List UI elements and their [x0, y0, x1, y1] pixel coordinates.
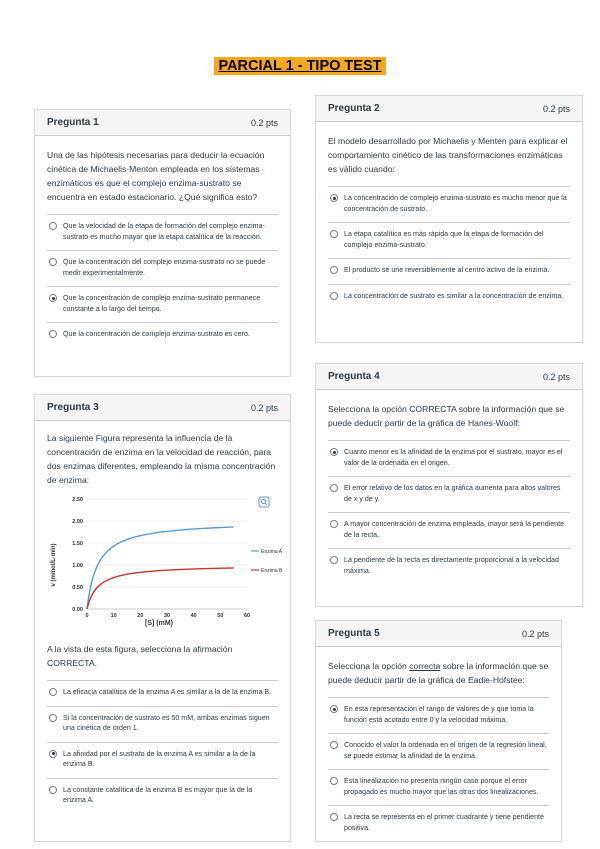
answer-option[interactable]: [328, 284, 570, 310]
answer-option[interactable]: [47, 322, 278, 348]
answer-option[interactable]: [328, 548, 570, 584]
y-tick-label: 1.50: [72, 541, 83, 547]
answer-text: Cuanto menor es la afinidad de la enzima por el sustrato, mayor es el valor de la ordenada en el origen.: [344, 448, 563, 467]
radio-button-selected[interactable]: [330, 705, 338, 713]
question-points: 0.2 pts: [542, 103, 570, 114]
radio-button[interactable]: [49, 330, 57, 338]
answer-text: Que la concentración de complejo enzima-sustrato es cero.: [63, 330, 250, 338]
x-axis-label: [S] (mM): [145, 620, 173, 627]
question-stem: La siguiente Figura representa la influencia de la concentración de enzima en la velocidad de reacción, para dos enzimas diferentes, empleando la misma concentración de enzima:: [47, 433, 276, 485]
answer-text: Esta linealización no presenta ningún caso porque el error propagado es mucho mayor que las otras dos linealizaciones.: [344, 777, 539, 796]
answer-text: Que la concentración de complejo enzima-sustrato permanece constante a lo largo del tiempo.: [63, 294, 261, 313]
question-header: [316, 96, 582, 122]
question-stem-2: A la vista de esta figura, selecciona la afirmación CORRECTA.: [47, 644, 233, 668]
x-tick-label: 10: [110, 613, 117, 619]
document-title: [0, 57, 600, 75]
answer-option[interactable]: [328, 512, 570, 548]
radio-button[interactable]: [49, 222, 57, 230]
x-tick-label: 50: [217, 613, 224, 619]
question-points: 0.2 pts: [250, 117, 278, 128]
enzyme-chart: [47, 491, 283, 634]
y-tick-label: 2.00: [72, 519, 83, 525]
radio-button[interactable]: [49, 688, 57, 696]
stem-emphasis: correcta: [409, 661, 441, 671]
question-stem: Selecciona la opción CORRECTA sobre la información que se puede deducir partir de la gráfica de Hanes-Woolf:: [328, 404, 565, 428]
question-header: [316, 364, 582, 390]
x-tick-label: 20: [137, 613, 144, 619]
radio-button[interactable]: [330, 230, 338, 238]
document-title-text: PARCIAL 1 - TIPO TEST: [214, 57, 385, 75]
y-tick-label: 1.00: [72, 563, 83, 569]
answer-text: La etapa catalítica es más rápida que la etapa de formación del complejo enzima-sustrato.: [344, 230, 544, 249]
answer-text: A mayor concentración de enzima empleada, mayor será la pendiente de la recta.: [344, 520, 565, 539]
stem-text: sobre la información que se puede deducir partir de la gráfica de Eadie-Hofstee:: [328, 661, 549, 685]
radio-button-selected[interactable]: [49, 750, 57, 758]
question-stem: El modelo desarrollado por Michaelis y Menten para explicar el comportamiento cinético de las transformaciones enzimáticas es válido cuando:: [328, 136, 568, 174]
stem-text: Selecciona la opción: [328, 661, 410, 671]
answer-text: Si la concentración de sustrato es 50 mM, ambas enzimas siguen una cinética de orden 1.: [63, 713, 270, 732]
answer-option[interactable]: [47, 250, 278, 286]
question-card-3: [34, 394, 291, 842]
answer-option[interactable]: [328, 476, 570, 512]
answer-option[interactable]: [328, 733, 549, 769]
radio-button[interactable]: [49, 786, 57, 794]
radio-button[interactable]: [49, 258, 57, 266]
answer-text: Conocido el valor la ordenada en el origen de la regresión lineal, se puede estimar la afinidad de la enzima.: [344, 741, 547, 760]
question-stem: Una de las hipótesis necesarias para deducir la ecuación cinética de Michaelis-Menton empleada en los sistemas enzimáticos es que el complejo enzima-sustrato se encuentra en estado estacionario. ¿Qué significa esto?: [47, 150, 265, 202]
x-tick-label: 40: [190, 613, 197, 619]
radio-button[interactable]: [49, 714, 57, 722]
radio-button[interactable]: [330, 741, 338, 749]
radio-button[interactable]: [330, 777, 338, 785]
question-title: Pregunta 3: [47, 402, 99, 413]
answer-text: Que la velocidad de la etapa de formación del complejo enzima-sustrato es mucho mayor que la etapa catalítica de la reacción.: [63, 222, 265, 241]
question-header: [316, 621, 561, 647]
answer-text: El producto se une reversiblemente al centro activo de la enzima.: [344, 266, 550, 274]
radio-button[interactable]: [330, 266, 338, 274]
answer-text: Que la concentración del complejo enzima-sustrato no se puede medir experimentalmente.: [63, 258, 266, 277]
question-header: [35, 110, 290, 136]
answer-text: La concentración de complejo enzima-sustrato es mucho menor que la concentración de sustrato.: [344, 194, 567, 213]
answer-option[interactable]: [328, 805, 549, 841]
question-points: 0.2 pts: [250, 402, 278, 413]
answer-option[interactable]: [47, 214, 278, 250]
answer-text: La pendiente de la recta es directamente proporcional a la velocidad máxima.: [344, 556, 559, 575]
question-stem: [328, 659, 549, 687]
legend-label: Enzima A: [261, 548, 283, 555]
answer-text: La afinidad por el sustrato de la enzima A es similar a la de la enzima B.: [63, 749, 256, 768]
question-card-1: [34, 109, 291, 377]
question-title: Pregunta 2: [328, 103, 380, 114]
expand-icon[interactable]: [259, 497, 269, 507]
answer-option-selected[interactable]: [328, 440, 570, 476]
michaelis-menten-chart: [47, 491, 283, 629]
radio-button[interactable]: [330, 813, 338, 821]
answer-text: En esta representación el rango de valores de y que toma la función está acotado entre 0 y la velocidad máxima.: [344, 705, 534, 724]
radio-button-selected[interactable]: [330, 194, 338, 202]
radio-button[interactable]: [330, 484, 338, 492]
radio-button[interactable]: [330, 292, 338, 300]
y-tick-label: 2.50: [72, 497, 83, 503]
question-title: Pregunta 4: [328, 371, 380, 382]
radio-button-selected[interactable]: [49, 294, 57, 302]
answer-option-selected[interactable]: [47, 742, 278, 778]
y-tick-label: 0.50: [72, 585, 83, 591]
question-card-2: [315, 95, 583, 343]
answer-option[interactable]: [328, 769, 549, 805]
question-points: 0.2 pts: [542, 371, 570, 382]
radio-button-selected[interactable]: [330, 448, 338, 456]
answer-option-selected[interactable]: [328, 186, 570, 222]
answer-option[interactable]: [47, 680, 278, 706]
answer-option[interactable]: [47, 706, 278, 742]
question-title: Pregunta 5: [328, 628, 380, 639]
answer-option[interactable]: [328, 222, 570, 258]
question-title: Pregunta 1: [47, 117, 99, 128]
question-header: [35, 395, 290, 421]
answer-text: La recta se representa en el primer cuadrante y tiene pendiente positiva.: [344, 813, 544, 832]
x-tick-label: 60: [243, 613, 251, 619]
x-tick-label: 0: [85, 613, 89, 619]
answer-text: La concentración de sustrato es similar a la concentración de enzima.: [344, 291, 564, 300]
series-line-enzima-b: [87, 568, 234, 609]
radio-button[interactable]: [330, 556, 338, 564]
question-card-5: [315, 620, 562, 842]
answer-option-selected[interactable]: [47, 286, 278, 322]
y-tick-label: 0.00: [72, 607, 83, 613]
radio-button[interactable]: [330, 520, 338, 528]
question-card-4: [315, 363, 583, 607]
question-points: 0.2 pts: [521, 628, 549, 639]
answer-text: El error relativo de los datos en la gráfica aumenta para altos valores de x y de y.: [344, 484, 561, 503]
answer-option[interactable]: [47, 778, 278, 814]
answer-option-selected[interactable]: [328, 697, 549, 733]
answer-option[interactable]: [328, 258, 570, 284]
legend-label: Enzima B: [261, 567, 283, 574]
answer-text: La eficacia catalítica de la enzima A es similar a la de la enzima B.: [63, 688, 272, 696]
answer-text: La constante catalítica de la enzima B es mayor que la de la enzima A.: [63, 785, 253, 804]
y-axis-label: v (mmol/L·min): [51, 543, 57, 587]
x-tick-label: 30: [163, 613, 171, 619]
